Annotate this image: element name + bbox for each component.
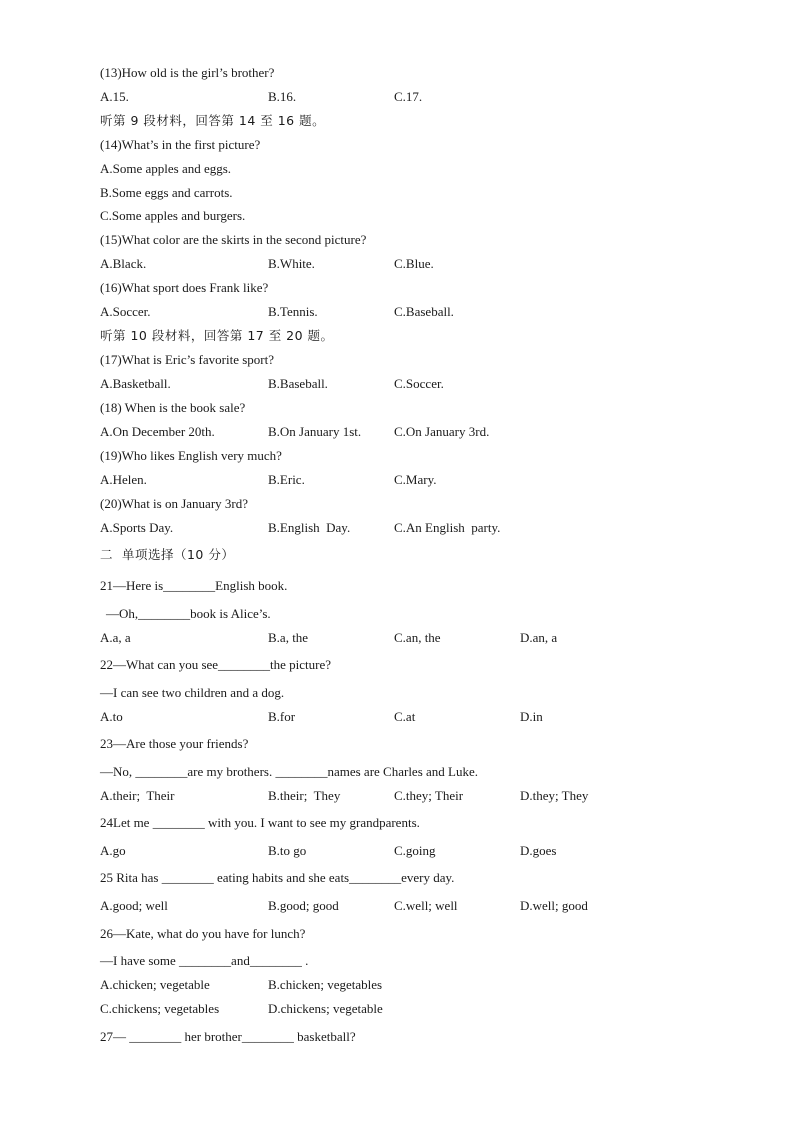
option-25-a: A.good; well [100,898,168,913]
option-18-a: A.On December 20th. [100,424,215,439]
option-26-d: D.chickens; vegetable [268,1001,383,1016]
option-25-d: D.well; good [520,898,588,913]
option-20-c: C.An English party. [394,520,501,535]
option-25-c: C.well; well [394,898,458,913]
question-22: 22—What can you see________the picture? [100,657,332,672]
option-17-b: B.Baseball. [268,376,328,391]
option-20-b: B.English Day. [268,520,351,535]
question-21: 21—Here is________English book. [100,578,288,593]
option-15-a: A.Black. [100,256,147,271]
question-22-reply: —I can see two children and a dog. [100,685,285,700]
option-14-a: A.Some apples and eggs. [100,161,232,176]
option-16-a: A.Soccer. [100,304,151,319]
option-17-c: C.Soccer. [394,376,444,391]
question-16: (16)What sport does Frank like? [100,280,269,295]
question-19: (19)Who likes English very much? [100,448,282,463]
option-17-a: A.Basketball. [100,376,171,391]
option-19-c: C.Mary. [394,472,437,487]
option-21-c: C.an, the [394,630,441,645]
option-22-c: C.at [394,709,416,724]
question-24: 24Let me ________ with you. I want to see my grandparents. [100,815,420,830]
question-15: (15)What color are the skirts in the second picture? [100,232,367,247]
question-27: 27— ________ her brother________ basketball? [100,1029,356,1044]
option-25-b: B.good; good [268,898,339,913]
option-19-a: A.Helen. [100,472,147,487]
question-25: 25 Rita has ________ eating habits and she eats________every day. [100,870,455,885]
part-two-heading: 二 单项选择（10 分） [100,547,235,562]
option-26-c: C.chickens; vegetables [100,1001,220,1016]
option-23-c: C.they; Their [394,788,464,803]
option-20-a: A.Sports Day. [100,520,174,535]
option-21-a: A.a, a [100,630,131,645]
question-21-reply: —Oh,________book is Alice’s. [106,606,271,621]
option-22-a: A.to [100,709,123,724]
option-23-d: D.they; They [520,788,589,803]
question-23-reply: —No, ________are my brothers. ________names are Charles and Luke. [100,764,478,779]
option-15-b: B.White. [268,256,315,271]
option-23-a: A.their; Their [100,788,175,803]
option-24-b: B.to go [268,843,307,858]
option-16-c: C.Baseball. [394,304,454,319]
option-13-c: C.17. [394,89,423,104]
option-26-b: B.chicken; vegetables [268,977,383,992]
question-20: (20)What is on January 3rd? [100,496,249,511]
option-24-c: C.going [394,843,436,858]
option-16-b: B.Tennis. [268,304,318,319]
option-13-a: A.15. [100,89,129,104]
question-26: 26—Kate, what do you have for lunch? [100,926,306,941]
question-13: (13)How old is the girl’s brother? [100,65,275,80]
question-26-reply: —I have some ________and________ . [100,953,309,968]
option-22-d: D.in [520,709,543,724]
option-15-c: C.Blue. [394,256,434,271]
option-18-b: B.On January 1st. [268,424,362,439]
option-14-c: C.Some apples and burgers. [100,208,246,223]
section-instruction-10: 听第 10 段材料，回答第 17 至 20 题。 [100,328,334,343]
option-18-c: C.On January 3rd. [394,424,490,439]
question-18: (18) When is the book sale? [100,400,246,415]
option-24-a: A.go [100,843,126,858]
option-26-a: A.chicken; vegetable [100,977,210,992]
option-14-b: B.Some eggs and carrots. [100,185,233,200]
option-24-d: D.goes [520,843,557,858]
option-19-b: B.Eric. [268,472,305,487]
option-21-b: B.a, the [268,630,309,645]
section-instruction-9: 听第 9 段材料，回答第 14 至 16 题。 [100,113,326,128]
option-23-b: B.their; They [268,788,341,803]
question-14: (14)What’s in the first picture? [100,137,261,152]
option-22-b: B.for [268,709,296,724]
option-13-b: B.16. [268,89,297,104]
option-21-d: D.an, a [520,630,558,645]
question-17: (17)What is Eric’s favorite sport? [100,352,274,367]
question-23: 23—Are those your friends? [100,736,249,751]
